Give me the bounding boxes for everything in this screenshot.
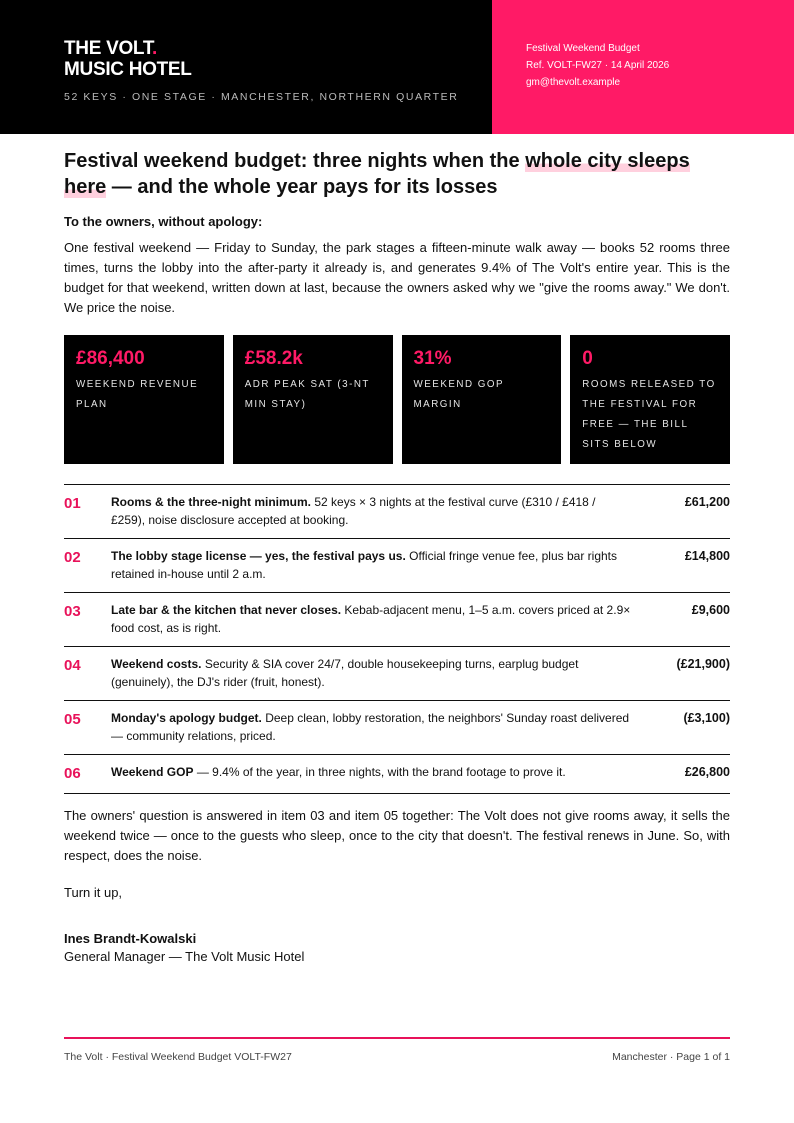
item-amount: (£3,100) bbox=[683, 711, 730, 725]
sign-off: Turn it up, bbox=[64, 885, 123, 900]
budget-line-items bbox=[64, 484, 730, 794]
item-detail: — 9.4% of the year, in three nights, with the brand footage to prove it. bbox=[193, 765, 566, 779]
letter-body bbox=[64, 148, 730, 964]
item-number: 06 bbox=[64, 765, 81, 782]
item-lead: Weekend costs. bbox=[111, 657, 202, 671]
kpi-value: £86,400 bbox=[76, 348, 145, 369]
letterhead bbox=[0, 0, 794, 134]
item-number: 04 bbox=[64, 657, 81, 674]
kpi-card-gop-margin bbox=[402, 335, 562, 464]
item-description bbox=[111, 655, 631, 691]
item-lead: Late bar & the kitchen that never closes. bbox=[111, 603, 342, 617]
kpi-card-free-rooms bbox=[570, 335, 730, 464]
footer-divider bbox=[64, 1037, 730, 1039]
item-detail: Kebab-adjacent menu, 1–5 a.m. covers priced at 2.9× food cost, as is right. bbox=[111, 603, 631, 635]
kpi-value: £58.2k bbox=[244, 348, 303, 369]
logo-line-1: THE VOLT bbox=[64, 38, 153, 59]
budget-item bbox=[64, 593, 730, 647]
budget-item-total bbox=[64, 755, 730, 794]
kpi-label: ROOMS RELEASED TO THE FESTIVAL FOR FREE — THE BILL SITS BELOW bbox=[582, 379, 716, 450]
title-part-1: Festival weekend budget: three nights when the bbox=[64, 150, 526, 172]
logo-dot: . bbox=[152, 38, 158, 59]
item-description bbox=[111, 763, 631, 784]
kpi-value: 31% bbox=[413, 348, 452, 369]
title-highlight: whole city sleeps here bbox=[64, 150, 690, 198]
budget-item bbox=[64, 539, 730, 593]
page-title bbox=[64, 148, 730, 200]
footer-document-label: The Volt · Festival Weekend Budget VOLT-FW27 bbox=[64, 1051, 292, 1063]
item-amount: £9,600 bbox=[691, 603, 730, 617]
logo-line-2: MUSIC HOTEL bbox=[64, 59, 192, 80]
item-number: 05 bbox=[64, 711, 81, 728]
signatory-name: Ines Brandt-Kowalski bbox=[64, 931, 197, 946]
kpi-card-adr bbox=[233, 335, 393, 464]
signatory-title: General Manager — The Volt Music Hotel bbox=[64, 949, 305, 964]
kpi-value: 0 bbox=[582, 348, 593, 369]
document-name: Festival Weekend Budget bbox=[526, 43, 640, 54]
contact-email[interactable]: gm@thevolt.example bbox=[526, 77, 621, 88]
budget-item bbox=[64, 647, 730, 701]
item-detail: Security & SIA cover 24/7, double housekeeping turns, earplug budget (genuinely), the DJ's rider (fruit, honest). bbox=[111, 657, 579, 689]
item-amount: (£21,900) bbox=[676, 657, 730, 671]
item-detail: 52 keys × 3 nights at the festival curve (£310 / £418 / £259), noise disclosure accepted at booking. bbox=[111, 495, 596, 527]
footer-page-number: Manchester · Page 1 of 1 bbox=[612, 1051, 730, 1063]
item-description bbox=[111, 601, 631, 637]
kpi-label: ADR PEAK SAT (3-NT MIN STAY) bbox=[244, 379, 370, 410]
budget-item bbox=[64, 485, 730, 539]
kpi-label: WEEKEND GOP MARGIN bbox=[413, 379, 504, 410]
closing-paragraph: The owners' question is answered in item 03 and item 05 together: The Volt does not give rooms away, it sells the weekend twice — once to the guests who sleep, once to the city that doesn't. The festival renews in June. So, with respect, does the noise. bbox=[64, 808, 730, 863]
item-lead: Rooms & the three-night minimum. bbox=[111, 495, 312, 509]
item-description bbox=[111, 709, 631, 745]
item-detail: Official fringe venue fee, plus bar rights retained in-house until 2 a.m. bbox=[111, 549, 618, 581]
document-reference: Ref. VOLT-FW27 · 14 April 2026 bbox=[526, 60, 670, 71]
item-number: 02 bbox=[64, 549, 81, 566]
item-number: 01 bbox=[64, 495, 81, 512]
letterhead-brand-panel bbox=[0, 0, 492, 134]
item-amount: £61,200 bbox=[684, 495, 730, 509]
item-lead: Weekend GOP bbox=[111, 765, 194, 779]
kpi-card-revenue bbox=[64, 335, 224, 464]
intro-paragraph: One festival weekend — Friday to Sunday, the park stages a fifteen-minute walk away — books 52 rooms three times, turns the lobby into the after-party it already is, and generates 9.4% of The Volt's entire year. This is the budget for that weekend, written down at last, because the owners asked why we "give the rooms away." We don't. We price the noise. bbox=[64, 240, 730, 315]
salutation: To the owners, without apology: bbox=[64, 214, 263, 229]
item-lead: The lobby stage license — yes, the festival pays us. bbox=[111, 549, 406, 563]
item-detail: Deep clean, lobby restoration, the neighbors' Sunday roast delivered — community relations, priced. bbox=[111, 711, 630, 743]
page-footer bbox=[64, 1051, 730, 1063]
budget-item bbox=[64, 701, 730, 755]
item-description bbox=[111, 493, 631, 529]
title-part-2: — and the whole year pays for its losses bbox=[106, 176, 498, 198]
item-amount: £26,800 bbox=[684, 765, 730, 779]
item-lead: Monday's apology budget. bbox=[111, 711, 262, 725]
item-amount: £14,800 bbox=[684, 549, 730, 563]
hotel-logo bbox=[64, 38, 492, 80]
kpi-label: WEEKEND REVENUE PLAN bbox=[76, 379, 199, 410]
hotel-tagline: 52 KEYS · ONE STAGE · MANCHESTER, NORTHERN QUARTER bbox=[64, 91, 459, 103]
kpi-row bbox=[64, 335, 730, 464]
item-description bbox=[111, 547, 631, 583]
letterhead-meta-panel bbox=[492, 0, 794, 134]
item-number: 03 bbox=[64, 603, 81, 620]
